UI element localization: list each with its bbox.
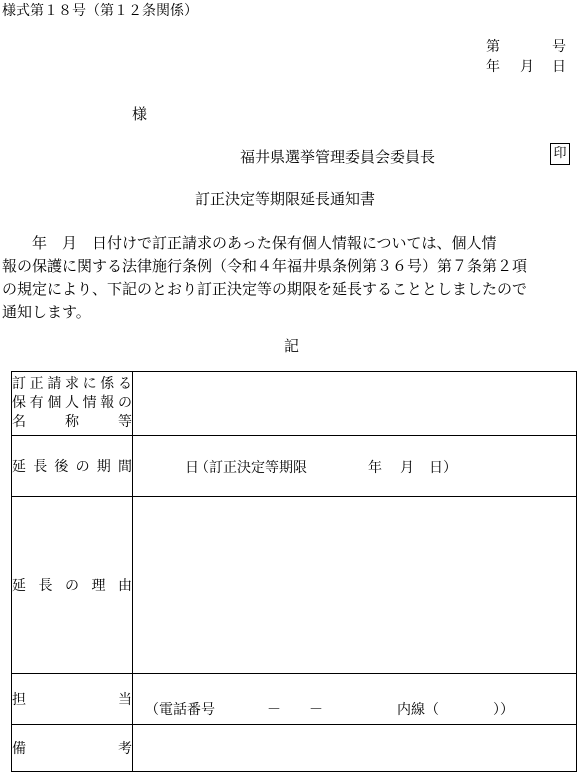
label-remarks — [12, 725, 133, 772]
deadline-month-unit: 月 — [400, 460, 414, 476]
table-row-info-name — [12, 372, 577, 436]
extension-closing: ）） — [493, 702, 514, 718]
doc-number-suffix: 号 — [552, 39, 566, 55]
phone-dash-2: － — [309, 702, 323, 718]
value-remarks[interactable] — [133, 725, 577, 772]
value-person-in-charge[interactable] — [133, 674, 577, 725]
label-char: る — [117, 376, 132, 392]
label-char: 間 — [117, 459, 132, 475]
value-extended-period[interactable] — [133, 436, 577, 497]
label-char: 長 — [33, 459, 48, 475]
label-char: 担 — [12, 692, 26, 708]
phone-label: （電話番号 — [145, 702, 215, 718]
detail-table — [11, 371, 577, 772]
label-line — [12, 394, 132, 413]
label-line — [12, 375, 132, 394]
label-char: 延 — [12, 459, 26, 475]
label-char: 請 — [47, 376, 62, 392]
label-char: 個 — [47, 395, 62, 411]
table-row-extended-period — [12, 436, 577, 497]
label-char: 保 — [12, 395, 26, 411]
doc-number-prefix: 第 — [486, 39, 500, 55]
label-char: 訂 — [12, 376, 26, 392]
label-char: 情 — [82, 395, 97, 411]
label-char: の — [117, 395, 132, 411]
label-info-name — [12, 372, 133, 436]
label-char: 理 — [91, 578, 106, 594]
label-char: 由 — [118, 578, 132, 594]
label-char: の — [75, 459, 90, 475]
value-extension-reason[interactable] — [133, 497, 577, 674]
label-person-in-charge — [12, 674, 133, 725]
issuer-name: 福井県選挙管理委員会委員長 — [240, 148, 436, 166]
date-year: 年 — [486, 59, 500, 75]
label-char: 長 — [38, 578, 53, 594]
label-char: 人 — [64, 395, 79, 411]
date-day: 日 — [552, 59, 566, 75]
seal-mark: 印 — [550, 143, 570, 165]
body-paragraph — [2, 232, 578, 324]
label-char: 係 — [100, 376, 115, 392]
period-day-unit: 日 — [185, 460, 199, 476]
label-char: 名 — [12, 414, 26, 430]
label-char: 報 — [100, 395, 115, 411]
label-char: 当 — [118, 692, 132, 708]
deadline-prefix: （訂正決定等期限 — [195, 460, 307, 476]
label-char: の — [65, 578, 79, 594]
extension-label: 内線（ — [397, 702, 439, 718]
label-char: 後 — [54, 459, 69, 475]
deadline-day-close: 日） — [429, 460, 457, 476]
label-char: 求 — [64, 376, 79, 392]
body-line: の規定により、下記のとおり訂正決定等の期限を延長することとしましたので — [2, 280, 528, 298]
body-line: 報の保護に関する法律施行条例（令和４年福井県条例第３６号）第７条第２項 — [2, 257, 528, 275]
label-extension-reason — [12, 497, 133, 674]
form-number: 様式第１８号（第１２条関係） — [2, 3, 198, 19]
addressee-suffix: 様 — [132, 105, 148, 123]
label-char: に — [82, 376, 97, 392]
label-char: 有 — [29, 395, 44, 411]
value-info-name[interactable] — [133, 372, 577, 436]
phone-dash-1: － — [267, 702, 281, 718]
document-title: 訂正決定等期限延長通知書 — [195, 190, 376, 208]
table-row-person-in-charge — [12, 674, 577, 725]
label-extended-period — [12, 436, 133, 497]
label-char: 称 — [65, 414, 79, 430]
body-line: 年 月 日付けで訂正請求のあった保有個人情報については、個人情 — [2, 234, 497, 252]
deadline-year-unit: 年 — [368, 460, 382, 476]
label-char: 正 — [29, 376, 44, 392]
label-char: 備 — [12, 741, 26, 757]
table-row-extension-reason — [12, 497, 577, 674]
body-line: 通知します。 — [2, 303, 91, 321]
label-char: 等 — [118, 414, 132, 430]
label-char: 延 — [12, 578, 26, 594]
ki-heading: 記 — [284, 337, 300, 355]
label-char: 考 — [118, 741, 132, 757]
label-char: 期 — [96, 459, 111, 475]
date-month: 月 — [520, 59, 534, 75]
label-line — [12, 413, 132, 432]
table-row-remarks — [12, 725, 577, 772]
